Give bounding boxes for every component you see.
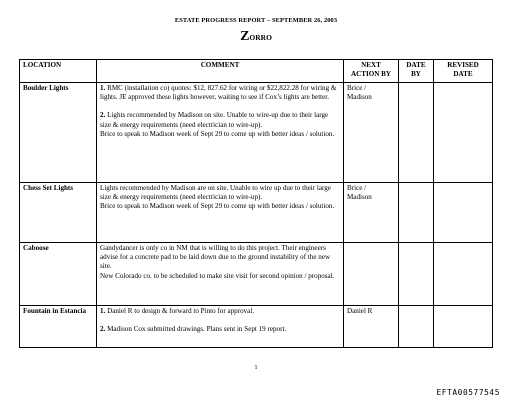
comment-paragraph — [100, 325, 340, 334]
row-date-by — [399, 183, 434, 243]
item-number: 2. — [100, 111, 106, 120]
report-subtitle — [0, 28, 512, 44]
row-revised-date — [434, 83, 493, 183]
item-number: 2. — [100, 325, 106, 334]
comment-paragraph — [100, 84, 340, 102]
row-comment — [97, 306, 344, 348]
item-text: RMC (installation co) quotes: $12, 827.62 for wiring or $22,822.28 for wiring & lights. JE approved these lights however, waiting to see if Cox’s lights are better. — [100, 84, 337, 102]
comment-paragraph: Gandydancer is only co in NM that is willing to do this project. Their engineers advise for a concrete pad to be laid down due to the ground instability of the new site. New Colorado co. to be scheduled to make site visit for second opinion / proposal. — [100, 244, 335, 280]
table-row — [20, 183, 493, 243]
table-row — [20, 83, 493, 183]
next-action-text: Brice / Madison — [347, 84, 372, 102]
row-next-action — [344, 183, 399, 243]
row-date-by — [399, 83, 434, 183]
subtitle-rest: ORRO — [249, 33, 272, 42]
row-revised-date — [434, 183, 493, 243]
header-location: LOCATION — [20, 60, 97, 83]
row-revised-date — [434, 243, 493, 306]
document-id: EFTA00577545 — [436, 388, 500, 397]
row-date-by — [399, 243, 434, 306]
row-date-by — [399, 306, 434, 348]
subtitle-initial: Z — [240, 29, 250, 44]
row-comment — [97, 243, 344, 306]
row-comment — [97, 83, 344, 183]
header-date-by: DATE BY — [399, 60, 434, 83]
row-next-action: Daniel R — [344, 306, 399, 348]
row-location: Boulder Lights — [20, 83, 97, 183]
comment-paragraph — [100, 307, 340, 316]
header-revised-date: REVISED DATE — [434, 60, 493, 83]
table-header-row — [20, 60, 493, 83]
comment-paragraph: Lights recommended by Madison are on site. Unable to wire up due to their large size & energy requirements (need electrician to wire-up). Brice to speak to Madison week of Sept 29 to come up with better ideas / solution. — [100, 184, 335, 211]
progress-table — [19, 59, 493, 348]
row-location: Chess Set Lights — [20, 183, 97, 243]
row-comment — [97, 183, 344, 243]
comment-paragraph — [100, 111, 340, 139]
header-comment: COMMENT — [97, 60, 344, 83]
table-row — [20, 243, 493, 306]
page-number: 1 — [254, 364, 258, 371]
row-location: Fountain in Estancia — [20, 306, 97, 348]
next-action-text: Brice / Madison — [347, 184, 372, 202]
item-number: 1. — [100, 84, 106, 92]
item-text: Madison Cox submitted drawings. Plans sent in Sept 19 report. — [105, 325, 287, 334]
row-location: Caboose — [20, 243, 97, 306]
header-next-action: NEXT ACTION BY — [344, 60, 399, 83]
item-text: Daniel R to design & forward to Pinto for approval. — [105, 307, 255, 315]
row-revised-date — [434, 306, 493, 348]
report-title: ESTATE PROGRESS REPORT – SEPTEMBER 26, 2003 — [174, 17, 338, 24]
row-next-action — [344, 243, 399, 306]
item-number: 1. — [100, 307, 106, 315]
row-next-action — [344, 83, 399, 183]
table-row — [20, 306, 493, 348]
item-text: Lights recommended by Madison on site. Unable to wire-up due to their large size & energy requirements (need electrician to wire-up). Brice to speak to Madison week of Sept 29 to come up with better ideas / solution. — [100, 111, 335, 138]
